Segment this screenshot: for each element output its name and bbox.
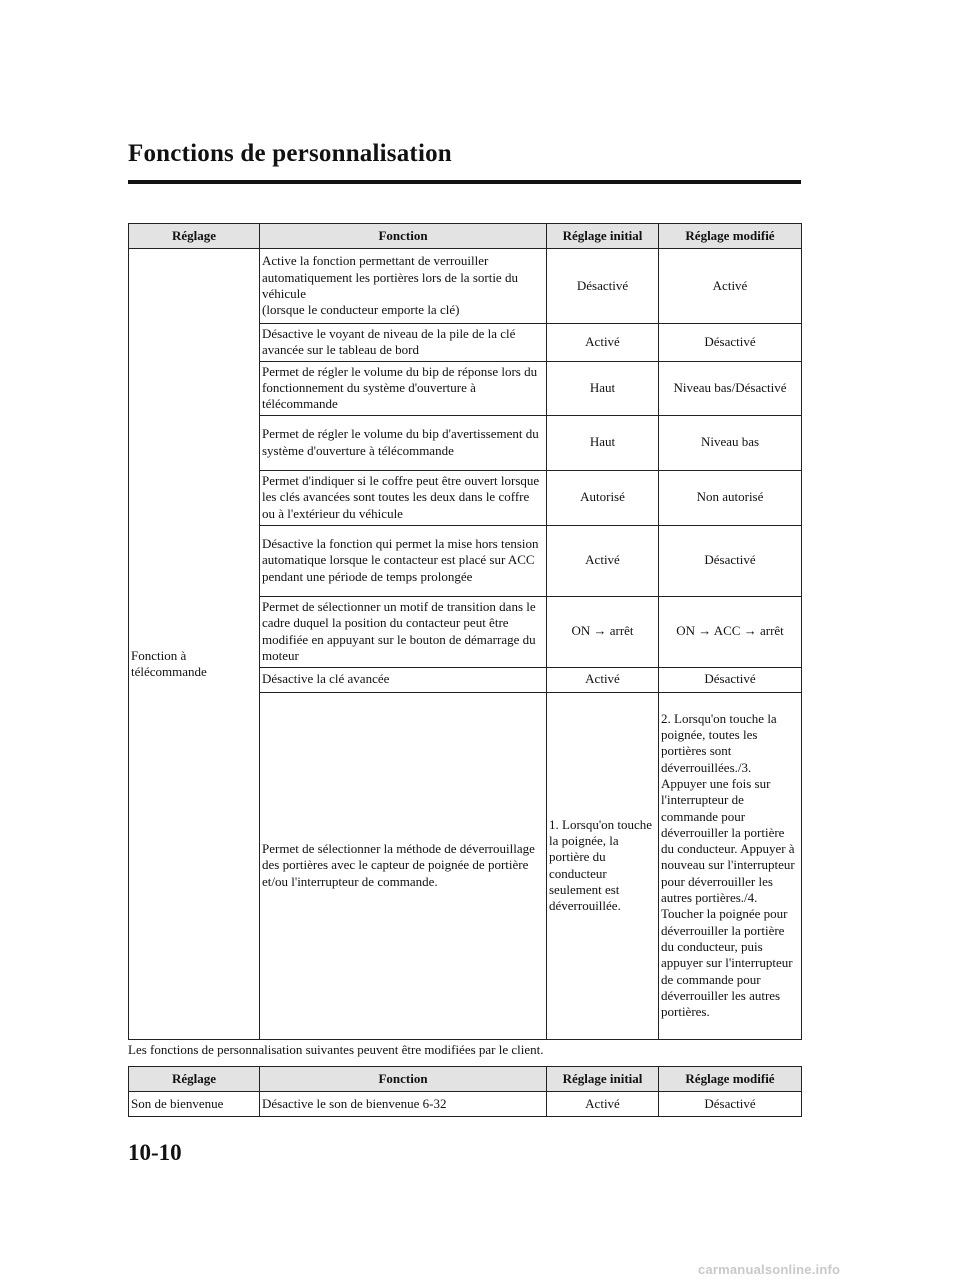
table-header-row xyxy=(129,224,802,249)
initial-cell: Activé xyxy=(547,667,659,692)
modifie-cell: Non autorisé xyxy=(659,470,802,525)
fonction-cell: Permet de régler le volume du bip de réponse lors du fonctionnement du système d'ouverture à télécommande xyxy=(260,361,547,415)
modifie-cell: Désactivé xyxy=(659,1092,802,1117)
table-row xyxy=(129,249,802,324)
fonction-cell: Désactive la fonction qui permet la mise hors tension automatique lorsque le contacteur est placé sur ACC pendant une période de temps prolongée xyxy=(260,525,547,596)
modifie-cell: ON → ACC → arrêt xyxy=(659,596,802,667)
client-settings-table xyxy=(128,1066,802,1117)
initial-cell: Activé xyxy=(547,1092,659,1117)
fonction-cell: Permet de sélectionner un motif de transition dans le cadre duquel la position du contacteur peut être modifiée en appuyant sur le bouton de démarrage du moteur xyxy=(260,596,547,667)
fonction-cell: Désactive le son de bienvenue 6-32 xyxy=(260,1092,547,1117)
settings-table xyxy=(128,223,802,1040)
header-fonction: Fonction xyxy=(260,1067,547,1092)
header-fonction: Fonction xyxy=(260,224,547,249)
fonction-cell: Désactive le voyant de niveau de la pile de la clé avancée sur le tableau de bord xyxy=(260,324,547,362)
header-reglage-initial: Réglage initial xyxy=(547,224,659,249)
table-header-row xyxy=(129,1067,802,1092)
fonction-cell: Permet de régler le volume du bip d'avertissement du système d'ouverture à télécommande xyxy=(260,415,547,470)
header-reglage: Réglage xyxy=(129,224,260,249)
modifie-cell: Activé xyxy=(659,249,802,324)
initial-cell: ON → arrêt xyxy=(547,596,659,667)
fonction-cell: Permet d'indiquer si le coffre peut être ouvert lorsque les clés avancées sont toutes les deux dans le coffre ou à l'extérieur du véhicule xyxy=(260,470,547,525)
modifie-cell: Niveau bas/Désactivé xyxy=(659,361,802,415)
title-rule xyxy=(128,180,801,184)
modifie-cell: Désactivé xyxy=(659,525,802,596)
table-row xyxy=(129,1092,802,1117)
initial-cell: Haut xyxy=(547,361,659,415)
initial-cell: Haut xyxy=(547,415,659,470)
modifie-cell: Niveau bas xyxy=(659,415,802,470)
watermark: carmanualsonline.info xyxy=(698,1262,841,1277)
header-reglage: Réglage xyxy=(129,1067,260,1092)
customer-note: Les fonctions de personnalisation suivantes peuvent être modifiées par le client. xyxy=(128,1042,544,1057)
header-reglage-modifie: Réglage modifié xyxy=(659,224,802,249)
modifie-cell: 2. Lorsqu'on touche la poignée, toutes les portières sont déverrouillées./3. Appuyer une fois sur l'interrupteur de commande pour déverrouiller la portière du conducteur. Appuyer à nouveau sur l'interrupteur pour déverrouiller les autres portières./4. Toucher la poignée pour déverrouiller la portière du conducteur, puis appuyer sur l'interrupteur de commande pour déverrouiller les autres portières. xyxy=(659,692,802,1039)
initial-cell: 1. Lorsqu'on touche la poignée, la portière du conducteur seulement est déverrouillée. xyxy=(547,692,659,1039)
header-reglage-modifie: Réglage modifié xyxy=(659,1067,802,1092)
modifie-cell: Désactivé xyxy=(659,667,802,692)
header-reglage-initial: Réglage initial xyxy=(547,1067,659,1092)
initial-cell: Activé xyxy=(547,525,659,596)
fonction-cell: Désactive la clé avancée xyxy=(260,667,547,692)
initial-cell: Activé xyxy=(547,324,659,362)
initial-cell: Désactivé xyxy=(547,249,659,324)
page-number: 10-10 xyxy=(128,1140,182,1165)
fonction-cell: Active la fonction permettant de verrouiller automatiquement les portières lors de la sortie du véhicule (lorsque le conducteur emporte la clé) xyxy=(260,249,547,324)
group-label: Fonction à télécommande xyxy=(129,249,260,1040)
page-title: Fonctions de personnalisation xyxy=(128,140,452,167)
reglage-cell: Son de bienvenue xyxy=(129,1092,260,1117)
fonction-cell: Permet de sélectionner la méthode de déverrouillage des portières avec le capteur de poignée de portière et/ou l'interrupteur de commande. xyxy=(260,692,547,1039)
modifie-cell: Désactivé xyxy=(659,324,802,362)
initial-cell: Autorisé xyxy=(547,470,659,525)
